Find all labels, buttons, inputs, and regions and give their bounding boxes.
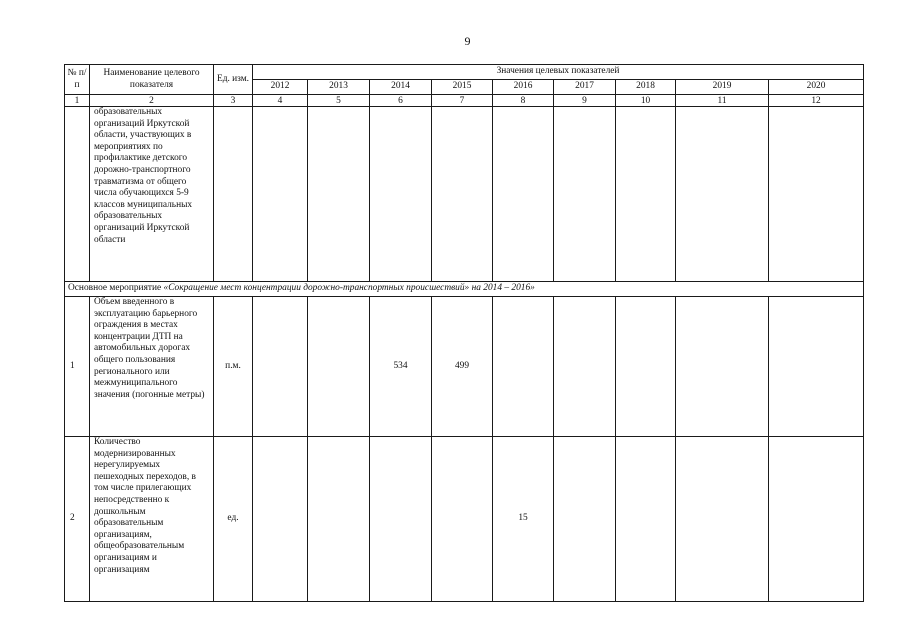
- value-cell: [616, 437, 676, 602]
- indicator-name: Объем введенного в эксплуатацию барьерного ограждения в местах концентрации ДТП на автомобильных дорогах общего пользования регионального или межмуниципального значения (погонные метры): [90, 297, 214, 437]
- table-row: [65, 297, 864, 437]
- indicator-name: Количество модернизированных нерегулируемых пешеходных переходов, в том числе прилегающих непосредственно к дошкольным образовательным организациям, общеобразовательным организациям и организациям: [90, 437, 214, 602]
- value-cell: [616, 297, 676, 437]
- column-index: 11: [676, 95, 769, 107]
- value-cell: [308, 437, 370, 602]
- header-name: Наименование целевого показателя: [90, 65, 214, 95]
- header-year: 2013: [308, 80, 370, 95]
- row-num: 1: [65, 297, 90, 437]
- value-cell: [370, 437, 432, 602]
- header-year: 2012: [253, 80, 308, 95]
- continuation-row: [65, 107, 864, 282]
- header-num: № п/п: [65, 65, 90, 95]
- cell-empty: [214, 107, 253, 282]
- section-prefix: Основное мероприятие: [68, 283, 164, 294]
- value-cell: [769, 297, 864, 437]
- header-year: 2016: [493, 80, 554, 95]
- indicator-name-continued: образовательных организаций Иркутской области, участвующих в мероприятиях по профилактике детского дорожно-транспортного травматизма от общего числа обучающихся 5-9 классов муниципальных образовательных организаций Иркутской области: [90, 107, 214, 282]
- value-cell: [554, 437, 616, 602]
- value-cell: [308, 297, 370, 437]
- cell-empty: [432, 107, 493, 282]
- column-index: 6: [370, 95, 432, 107]
- cell-empty: [493, 107, 554, 282]
- section-title-italic: «Сокращение мест концентрации дорожно-транспортных происшествий» на 2014 – 2016»: [163, 283, 535, 294]
- column-index: 8: [493, 95, 554, 107]
- header-year: 2020: [769, 80, 864, 95]
- header-year: 2015: [432, 80, 493, 95]
- value-cell: [769, 437, 864, 602]
- value-cell: [432, 437, 493, 602]
- row-unit: п.м.: [214, 297, 253, 437]
- value-cell: 534: [370, 297, 432, 437]
- cell-empty: [65, 107, 90, 282]
- column-index: 3: [214, 95, 253, 107]
- cell-empty: [554, 107, 616, 282]
- column-index: 2: [90, 95, 214, 107]
- header-values-group: Значения целевых показателей: [253, 65, 864, 80]
- section-row: [65, 282, 864, 297]
- column-index: 9: [554, 95, 616, 107]
- column-index: 7: [432, 95, 493, 107]
- row-unit: ед.: [214, 437, 253, 602]
- column-index: 4: [253, 95, 308, 107]
- row-num: 2: [65, 437, 90, 602]
- header-unit: Ед. изм.: [214, 65, 253, 95]
- value-cell: 15: [493, 437, 554, 602]
- cell-empty: [769, 107, 864, 282]
- header-year: 2019: [676, 80, 769, 95]
- cell-empty: [308, 107, 370, 282]
- column-index: 10: [616, 95, 676, 107]
- cell-empty: [676, 107, 769, 282]
- value-cell: 499: [432, 297, 493, 437]
- column-index: 12: [769, 95, 864, 107]
- value-cell: [253, 437, 308, 602]
- header-year: 2014: [370, 80, 432, 95]
- value-cell: [676, 437, 769, 602]
- section-title: [65, 282, 864, 297]
- column-index: 1: [65, 95, 90, 107]
- target-indicators-table: [64, 64, 864, 602]
- value-cell: [676, 297, 769, 437]
- table-row: [65, 437, 864, 602]
- header-year: 2018: [616, 80, 676, 95]
- value-cell: [554, 297, 616, 437]
- header-year: 2017: [554, 80, 616, 95]
- cell-empty: [253, 107, 308, 282]
- column-index: 5: [308, 95, 370, 107]
- page-number: 9: [464, 34, 471, 48]
- cell-empty: [616, 107, 676, 282]
- header-row: [65, 65, 864, 80]
- column-index-row: [65, 95, 864, 107]
- value-cell: [493, 297, 554, 437]
- cell-empty: [370, 107, 432, 282]
- value-cell: [253, 297, 308, 437]
